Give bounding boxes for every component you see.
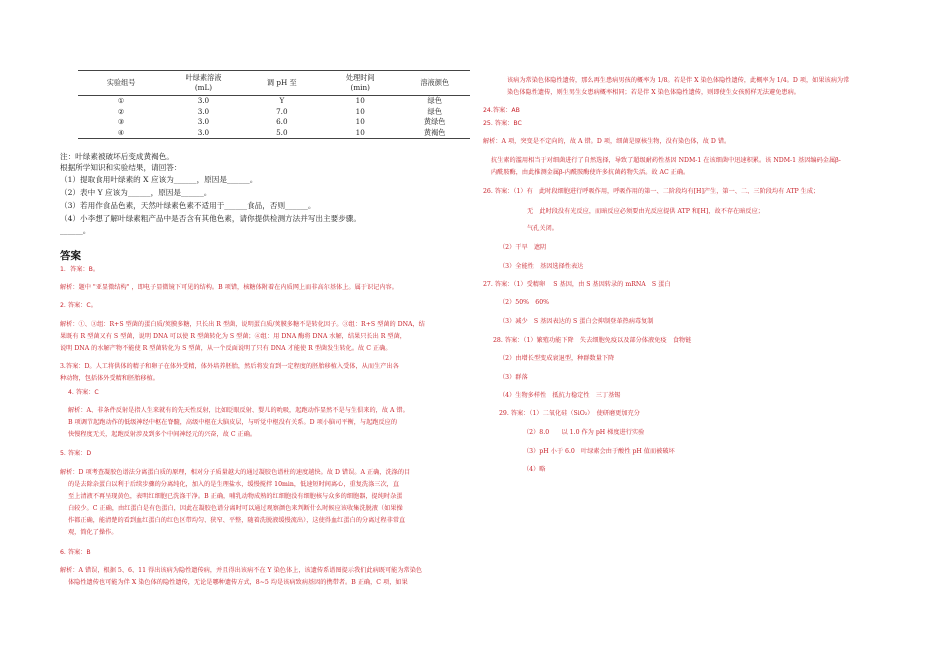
answers-heading: 答案 <box>60 250 81 262</box>
answer-4-explanation: 解析：A、非条件反射是指人生来就有的先天性反射，比如眨眼反射、婴儿的吮吸，起跑动作显然不是与生俱来的，故 A 错。 <box>68 407 409 414</box>
answer-5-explanation: 至上清液不再呈现黄色，表明红细胞已洗涤干净。B 正确，哺乳动物成熟的红细胞没有细胞核与众多的细胞器，提纯时杂蛋 <box>68 493 403 500</box>
answer-25-explanation: 解析：A 项，突变是不定向的，故 A 错。D 项，细菌是原核生物，没有染色体，故 D 错。 <box>483 138 731 145</box>
question-4: （4）小李想了解叶绿素粗产品中是否含有其他色素，请你提供检测方法并写出主要步骤。 <box>60 214 361 223</box>
answer-4-explanation: 快慢程度无关，起跑反射涉及到多个中间神经元的兴奋，故 C 正确。 <box>68 431 257 438</box>
experiment-table <box>78 70 470 139</box>
answer-28: 28. 答案：（1）繁殖功能下降 失去细胞免疫以及部分体液免疫 食物链 <box>493 337 692 344</box>
answer-29-part: （3）pH 小于 6.0 叶绿素会由于酸性 pH 值而被破坏 <box>523 448 675 455</box>
table-header-cell: 叶绿素溶液 (mL) <box>164 71 242 96</box>
answer-5-explanation: 作都正确，能清楚的看到血红蛋白的红色区带均匀、狭窄、平整，随着洗脱液缓慢流出），这使得血红蛋白的分离过程非常直 <box>68 517 406 524</box>
table-cell: 3.0 <box>197 106 210 116</box>
answer-25: 25. 答案：BC <box>483 120 522 127</box>
answer-26-part: （2）干旱 遮阴 <box>499 244 547 251</box>
question-intro: 根据所学知识和实验结果，请回答： <box>60 163 182 172</box>
table-cell: ④ <box>78 128 164 139</box>
question-4-blank: ______。 <box>60 226 91 235</box>
table-header-row <box>78 71 470 96</box>
answer-1-explanation: 解析：题中 "亚显微结构" ，即电子显微镜下可见的结构。B 项错，核糖体附着在内质网上而非高尔基体上。属于识记内容。 <box>60 284 398 291</box>
answer-6-explanation: 解析：A 错误，根据 5、6、11 得出该病为隐性遗传病，并且得出该病不在 Y 染色体上，该遗传系谱图提示我们此病既可能为常染色 <box>60 567 423 574</box>
table-cell: 绿色 <box>427 96 442 105</box>
answer-29-part: （2）8.0 以 1.0 作为 pH 梯度进行实验 <box>523 429 645 436</box>
answer-25-explanation: 内酰胺酶，由此推测金属β-内酰胺酶使许多抗菌药物失活。故 AC 正确。 <box>491 169 690 176</box>
answer-6-continued: 染色体隐性遗传，则生男生女患病概率相同；若是伴 X 染色体隐性遗传，则即使生女孩照样无法避免患病。 <box>507 89 800 96</box>
answer-5-explanation: 白较少。C 正确，由红蛋白是有色蛋白，因此在凝胶色谱分离时可以通过观察颜色来判断什么时候应该收集洗脱液（如果操 <box>68 505 403 512</box>
answer-2-explanation: 果既有 R 型菌又有 S 型菌，说明 DNA 可以使 R 型菌转化为 S 型菌；④组：用 DNA 酶将 DNA 水解，结果只长出 R 型菌， <box>60 333 406 340</box>
table-note: 注：叶绿素被破坏后变成黄褐色。 <box>60 152 174 161</box>
table-header-cell: 处理时间 (min) <box>321 71 399 96</box>
table-cell: ① <box>117 96 125 105</box>
answer-29-part: （4）略 <box>523 466 546 473</box>
answer-27-part: （3）减少 S 基因表达的 S 蛋白会抑制登革热病毒复制 <box>499 318 654 325</box>
table-cell: 黄绿色 <box>423 117 446 126</box>
answer-2: 2. 答案：C。 <box>60 302 97 309</box>
answer-4: 4. 答案：C <box>68 389 99 396</box>
table-header-cell: 调 pH 至 <box>243 71 321 96</box>
answer-28-part: （3）群落 <box>499 374 528 381</box>
table-row <box>78 107 470 118</box>
answer-5: 5. 答案：D <box>60 450 92 457</box>
question-1: （1）提取食用叶绿素的 X 应该为______，原因是______。 <box>60 175 258 184</box>
answer-6-continued: 该病为常染色体隐性遗传，那么再生患病男孩的概率为 1/8。若是伴 X 染色体隐性遗传，此概率为 1/4。D 项，如果该病为常 <box>507 77 850 84</box>
answer-6: 6. 答案：B <box>60 549 91 556</box>
answer-5-explanation: 的是去除杂蛋白以利于后续步骤的分离纯化，加入的是生理盐水，缓慢搅拌 10min，低速短时间离心，重复洗涤三次，直 <box>68 481 400 488</box>
question-3: （3）若用作食品色素，天然叶绿素色素不适用于______食品，否则______。 <box>60 201 316 210</box>
table-row <box>78 128 470 139</box>
answer-28-part: （2）由增长型变成衰退型，种群数量下降 <box>499 355 615 362</box>
answer-3: 种动物，包括体外受精和胚胎移植。 <box>60 375 159 382</box>
table-cell: Y <box>279 96 285 105</box>
table-cell: 10 <box>355 96 365 105</box>
answer-2-explanation: 说明 DNA 的水解产物不能使 R 型菌转化为 S 型菌，从一个反面说明了只有 DNA 才能使 R 型菌发生转化。故 C 正确。 <box>60 345 392 352</box>
table-cell: 7.0 <box>276 106 288 116</box>
answer-3: 3.答案：D。人工将供体的精子和卵子在体外受精，体外培养胚胎，然后将发育到一定程度的胚胎移植入受体，从而生产出各 <box>60 363 399 370</box>
table-cell: 10 <box>355 106 365 116</box>
answer-27: 27. 答案：（1）受精卵 S 基因，由 S 基因转录的 mRNA S 蛋白 <box>483 281 671 288</box>
table-row <box>78 117 470 128</box>
answer-24: 24.答案：AB <box>483 107 520 114</box>
answer-26: 26. 答案：（1）有 此时段细胞进行呼吸作用，呼吸作用的第一、二阶段均有[H]产生，第一、二、三阶段均有 ATP 生成； <box>483 188 820 195</box>
answer-5-explanation: 观，简化了操作。 <box>68 529 118 536</box>
answer-1: 1．答案：B。 <box>60 266 100 273</box>
table-cell: 10 <box>355 117 365 126</box>
table-row <box>78 96 470 107</box>
answer-27-part: （2）50% 60% <box>499 299 550 306</box>
table-cell: 3.0 <box>197 96 210 105</box>
answer-26-part: （3）全能性 基因选择性表达 <box>499 263 584 270</box>
answer-4-explanation: B 项调节起跑动作的低级神经中枢在脊髓，高级中枢在大脑皮层，与听觉中枢没有关系。D 项小脑司平衡，与起跑反应的 <box>68 419 398 426</box>
table-cell: 5.0 <box>243 128 321 139</box>
table-cell: 3.0 <box>197 117 210 126</box>
table-cell: ③ <box>117 117 125 126</box>
answer-26-part: 气孔关闭。 <box>527 225 558 232</box>
table-header-cell: 溶液颜色 <box>399 71 470 96</box>
table-cell: ② <box>117 106 125 116</box>
answer-29: 29. 答案：（1）二氧化硅（SiO₂） 使研磨更加充分 <box>499 410 640 417</box>
table-cell: 绿色 <box>427 106 442 116</box>
answer-5-explanation: 解析：D 项考查凝胶色谱法分离蛋白质的原理，相对分子质量越大的通过凝胶色谱柱的速度越快。故 D 错误。A 正确，洗涤的目 <box>60 469 411 476</box>
answer-26-part: 无 此时段没有光反应，而暗反应必须要由光反应提供 ATP 和[H]，故不存在暗反应； <box>527 208 764 215</box>
answer-2-explanation: 解析：①、③组：R+S 型菌的蛋白质/荚膜多糖，只长出 R 型菌，说明蛋白质/荚膜多糖不是转化因子。③组：R+S 型菌的 DNA，结 <box>60 321 425 328</box>
answer-6-explanation: 体隐性遗传也可能为伴 X 染色体的隐性遗传，无论是哪种遗传方式，8~5 均是该病致病基因的携带者。B 正确，C 项，如果 <box>68 579 408 586</box>
question-2: （2）表中 Y 应该为______，原因是______。 <box>60 188 212 197</box>
table-cell: 黄褐色 <box>399 128 470 139</box>
table-header-cell: 实验组号 <box>78 71 164 96</box>
answer-28-part: （4）生物多样性 抵抗力稳定性 三丁基锡 <box>499 392 621 399</box>
table-cell: 10 <box>321 128 399 139</box>
table-cell: 3.0 <box>164 128 242 139</box>
table-cell: 6.0 <box>276 117 288 126</box>
answer-25-explanation: 抗生素的滥用相当于对细菌进行了自然选择，导致了超级耐药性基因 NDM-1 在该细菌中迅速积累。该 NDM-1 基因编码金属β- <box>491 157 841 164</box>
